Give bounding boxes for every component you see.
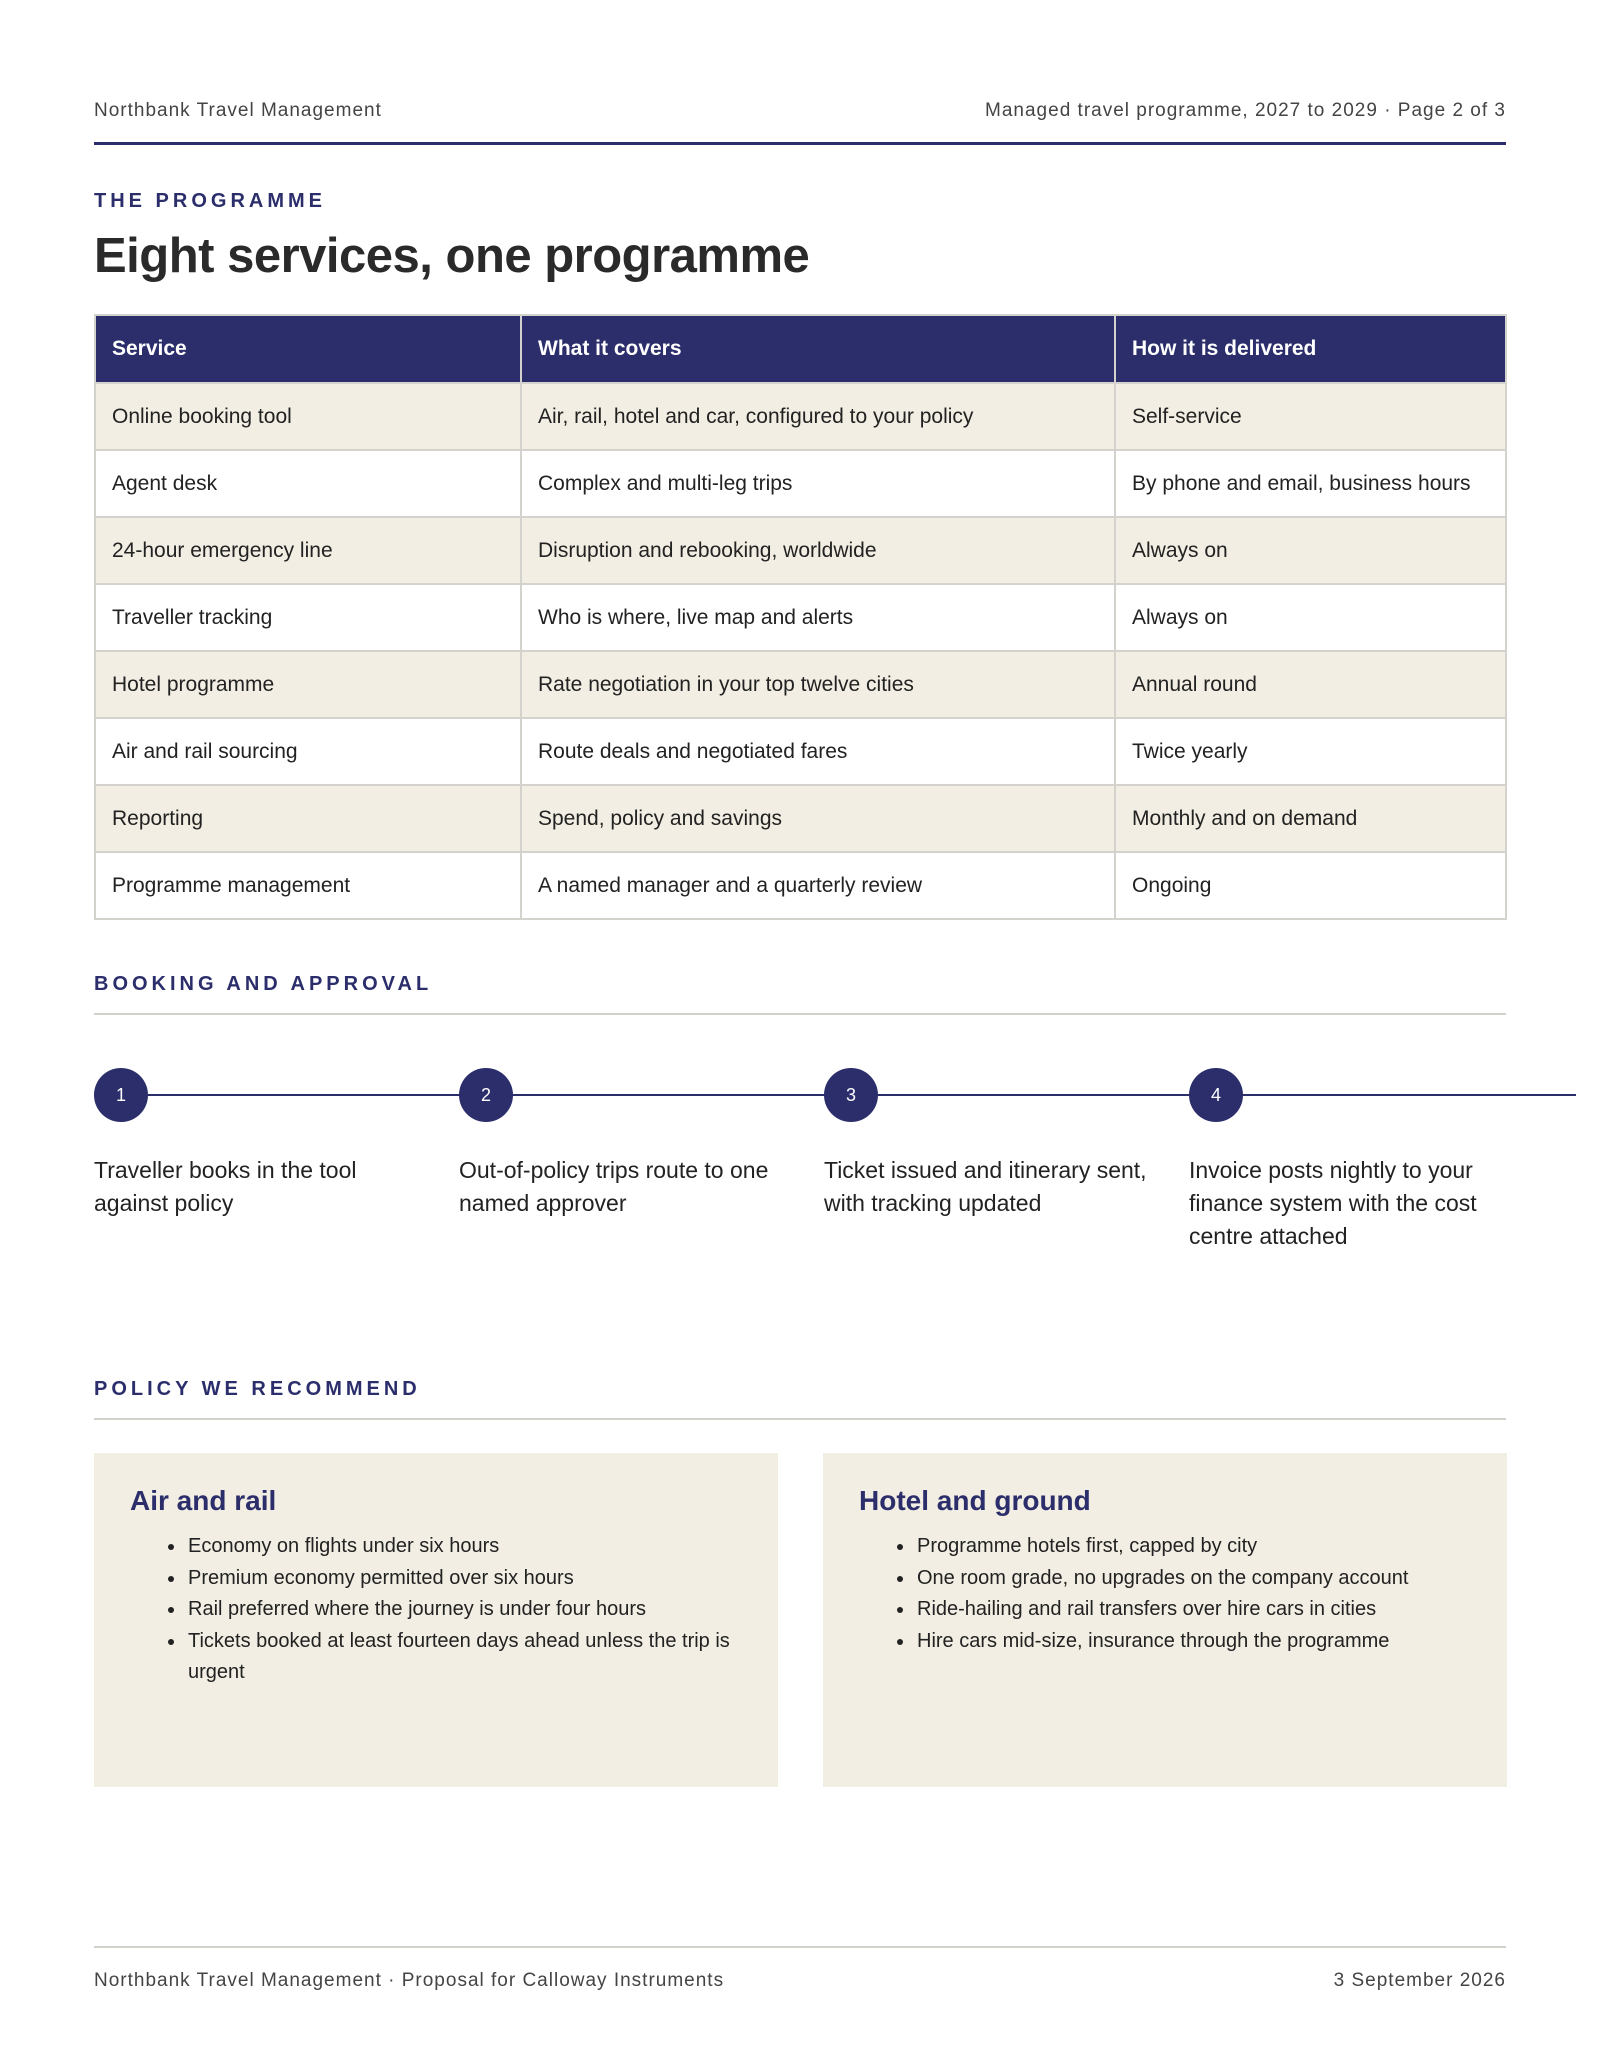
step-number-badge: 2 — [459, 1068, 513, 1122]
table-header-row — [95, 315, 1506, 383]
step-description: Ticket issued and itinerary sent, with tracking updated — [824, 1157, 1147, 1216]
table-cell: Hotel programme — [95, 651, 521, 718]
table-row — [95, 651, 1506, 718]
list-item: • One room grade, no upgrades on the company account — [915, 1563, 1477, 1595]
approval-steps — [94, 1068, 1506, 1268]
card-title: Air and rail — [130, 1485, 277, 1516]
policy-list — [124, 1531, 748, 1689]
table-cell: Rate negotiation in your top twelve cities — [521, 651, 1115, 718]
table-cell: Always on — [1115, 517, 1506, 584]
list-item: • Premium economy permitted over six hours — [186, 1563, 748, 1595]
step-2 — [459, 1068, 789, 1220]
section-eyebrow-policy: POLICY WE RECOMMEND — [94, 1378, 421, 1400]
table-cell: Disruption and rebooking, worldwide — [521, 517, 1115, 584]
list-item: • Hire cars mid-size, insurance through the programme — [915, 1626, 1477, 1658]
step-description: Invoice posts nightly to your finance system with the cost centre attached — [1189, 1157, 1477, 1249]
table-header-delivered: How it is delivered — [1115, 315, 1506, 383]
table-cell: By phone and email, business hours — [1115, 450, 1506, 517]
table-cell: Air and rail sourcing — [95, 718, 521, 785]
list-item: • Ride-hailing and rail transfers over hire cars in cities — [915, 1594, 1477, 1626]
step-description: Out-of-policy trips route to one named approver — [459, 1157, 769, 1216]
services-table — [94, 314, 1507, 920]
table-cell: Online booking tool — [95, 383, 521, 450]
section-eyebrow-booking: BOOKING AND APPROVAL — [94, 973, 433, 995]
header-meta: Managed travel programme, 2027 to 2029 · Page 2 of 3 — [985, 100, 1506, 121]
table-row — [95, 852, 1506, 919]
table-cell: Always on — [1115, 584, 1506, 651]
table-cell: Self-service — [1115, 383, 1506, 450]
table-cell: 24-hour emergency line — [95, 517, 521, 584]
section-eyebrow-programme: THE PROGRAMME — [94, 190, 326, 212]
step-number-badge: 1 — [94, 1068, 148, 1122]
table-row — [95, 450, 1506, 517]
footer-date: 3 September 2026 — [1333, 1970, 1506, 1991]
table-cell: Reporting — [95, 785, 521, 852]
page-title: Eight services, one programme — [94, 229, 810, 283]
table-cell: Agent desk — [95, 450, 521, 517]
step-4 — [1189, 1068, 1506, 1253]
page-footer — [94, 1946, 1506, 1991]
step-description: Traveller books in the tool against policy — [94, 1157, 357, 1216]
table-cell: Who is where, live map and alerts — [521, 584, 1115, 651]
policy-card-air-rail — [94, 1453, 778, 1787]
section-divider — [94, 1418, 1506, 1420]
table-header-service: Service — [95, 315, 521, 383]
table-row — [95, 383, 1506, 450]
table-cell: Programme management — [95, 852, 521, 919]
table-cell: Annual round — [1115, 651, 1506, 718]
header-company: Northbank Travel Management — [94, 100, 382, 121]
policy-list — [853, 1531, 1477, 1657]
table-cell: Monthly and on demand — [1115, 785, 1506, 852]
table-cell: Twice yearly — [1115, 718, 1506, 785]
list-item: • Rail preferred where the journey is under four hours — [186, 1594, 748, 1626]
list-item: • Programme hotels first, capped by city — [915, 1531, 1477, 1563]
card-title: Hotel and ground — [859, 1485, 1091, 1516]
table-cell: Spend, policy and savings — [521, 785, 1115, 852]
table-cell: Complex and multi-leg trips — [521, 450, 1115, 517]
step-3 — [824, 1068, 1154, 1220]
table-row — [95, 785, 1506, 852]
table-cell: Traveller tracking — [95, 584, 521, 651]
table-row — [95, 718, 1506, 785]
step-1 — [94, 1068, 424, 1220]
table-cell: Ongoing — [1115, 852, 1506, 919]
page-header — [94, 96, 1506, 145]
step-number-badge: 3 — [824, 1068, 878, 1122]
step-number-badge: 4 — [1189, 1068, 1243, 1122]
footer-proposal: Northbank Travel Management · Proposal for Calloway Instruments — [94, 1970, 725, 1991]
table-row — [95, 517, 1506, 584]
list-item: • Economy on flights under six hours — [186, 1531, 748, 1563]
table-cell: Route deals and negotiated fares — [521, 718, 1115, 785]
table-cell: A named manager and a quarterly review — [521, 852, 1115, 919]
table-row — [95, 584, 1506, 651]
policy-card-hotel-ground — [823, 1453, 1507, 1787]
list-item: • Tickets booked at least fourteen days ahead unless the trip is urgent — [186, 1626, 748, 1689]
section-divider — [94, 1013, 1506, 1015]
table-header-covers: What it covers — [521, 315, 1115, 383]
table-cell: Air, rail, hotel and car, configured to your policy — [521, 383, 1115, 450]
